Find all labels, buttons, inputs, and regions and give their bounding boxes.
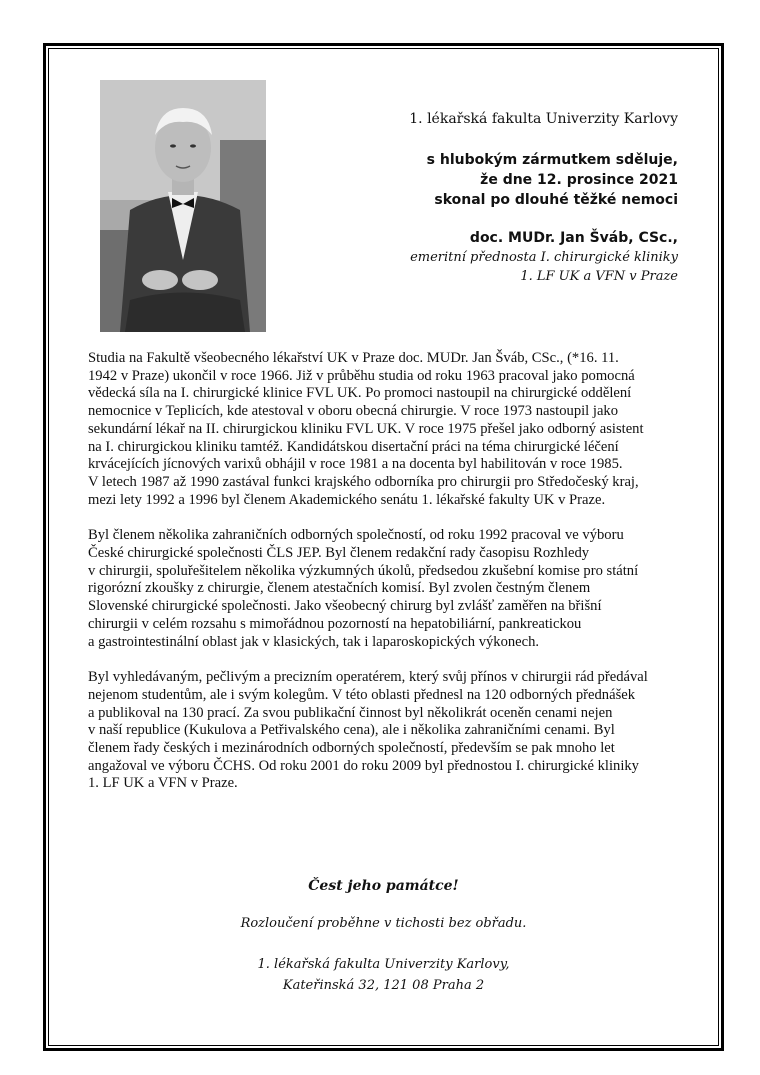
text-line: vědecká síla na I. chirurgické klinice FVL UK. Po promoci nastoupil na chirurgické oddělení: [88, 385, 632, 402]
role-line: 1. LF UK a VFN v Praze: [520, 269, 678, 284]
text-line: sekundární lékař na II. chirurgickou kliniku FVL UK. V roce 1975 přešel jako odborný asistent: [88, 420, 644, 437]
announcement-line: že dne 12. prosince 2021: [480, 172, 678, 188]
text-line: Byl vyhledávaným, pečlivým a precizním operatérem, který svůj přínos v chirurgii rád předával: [88, 669, 648, 686]
text-line: na I. chirurgickou kliniku tamtéž. Kandidátskou disertační práci na téma chirurgické léčení: [88, 438, 619, 455]
text-line: Slovenské chirurgické společnosti. Jako všeobecný chirurg byl zvlášť zaměřen na břišní: [88, 598, 602, 615]
text-line: v naší republice (Kukulova a Petřivalského cena), ale i několika zahraničními cenami. Byl: [88, 722, 615, 739]
obituary-body: [88, 350, 688, 811]
text-line: Studia na Fakultě všeobecného lékařství UK v Praze doc. MUDr. Jan Šváb, CSc., (*16. 11.: [88, 350, 619, 366]
honor-line: Čest jeho památce!: [308, 878, 459, 894]
faculty-name: 1. lékařská fakulta Univerzity Karlovy: [409, 111, 678, 127]
address-block: [60, 954, 707, 996]
text-line: V letech 1987 až 1990 zastával funkci krajského odborníka pro chirurgii pro Středočeský kraj,: [88, 473, 639, 490]
text-line: a gastrointestinální oblast jak v klasických, tak i laparoskopických výkonech.: [88, 633, 540, 650]
text-line: členem řady českých i mezinárodních odborných společností, především se pak mnoho let: [88, 740, 615, 757]
text-line: České chirurgické společnosti ČLS JEP. Byl členem redakční rady časopisu Rozhledy: [88, 545, 590, 562]
text-line: rigorózní zkoušky z chirurgie, členem atestačních komisí. Byl zvolen čestným členem: [88, 580, 591, 597]
deceased-role: [278, 248, 678, 286]
announcement: [278, 150, 678, 210]
announcement-line: skonal po dlouhé těžké nemoci: [434, 192, 678, 208]
text-line: nemocnice v Teplicích, kde atestoval v oboru obecná chirurgie. V roce 1973 nastoupil jako: [88, 403, 619, 420]
header-block: [278, 110, 678, 286]
text-line: a publikoval na 130 prací. Za svou publikační činnost byl několikrát oceněn cenami nejen: [88, 704, 613, 721]
paragraph-education: [88, 350, 688, 509]
announcement-line: s hlubokým zármutkem sděluje,: [426, 152, 678, 168]
farewell-line: Rozloučení proběhne v tichosti bez obřadu.: [240, 916, 527, 931]
text-line: v chirurgii, spoluřešitelem několika výzkumných úkolů, předsedou zkušební komise pro státní: [88, 562, 639, 579]
text-line: nejenom studentům, ale i svým kolegům. V této oblasti přednesl na 120 odborných přednášek: [88, 686, 636, 703]
paragraph-career: [88, 669, 688, 793]
address-line: Kateřinská 32, 121 08 Praha 2: [282, 978, 485, 993]
text-line: 1. LF UK a VFN v Praze.: [88, 775, 238, 792]
paragraph-societies: [88, 527, 688, 651]
text-line: 1942 v Praze) ukončil v roce 1966. Již v průběhu studia od roku 1963 pracoval jako pomocná: [88, 367, 635, 384]
role-line: emeritní přednosta I. chirurgické kliniky: [410, 250, 678, 265]
text-line: krvácejících jícnových varixů obhájil v roce 1981 a na docenta byl habilitován v roce 1985.: [88, 456, 623, 473]
text-line: chirurgii v celém rozsahu s mimořádnou pozorností na hepatobiliární, pankreatickou: [88, 615, 582, 632]
deceased-name: doc. MUDr. Jan Šváb, CSc.,: [469, 230, 678, 246]
address-line: 1. lékařská fakulta Univerzity Karlovy,: [257, 957, 510, 972]
text-line: angažoval ve výboru ČCHS. Od roku 2001 do roku 2009 byl přednostou I. chirurgické kliniky: [88, 757, 639, 774]
text-line: mezi lety 1992 a 1996 byl členem Akademického senátu 1. lékařské fakulty UK v Praze.: [88, 491, 606, 508]
portrait-photo: [100, 80, 266, 332]
text-line: Byl členem několika zahraničních odborných společností, od roku 1992 pracoval ve výboru: [88, 527, 624, 544]
